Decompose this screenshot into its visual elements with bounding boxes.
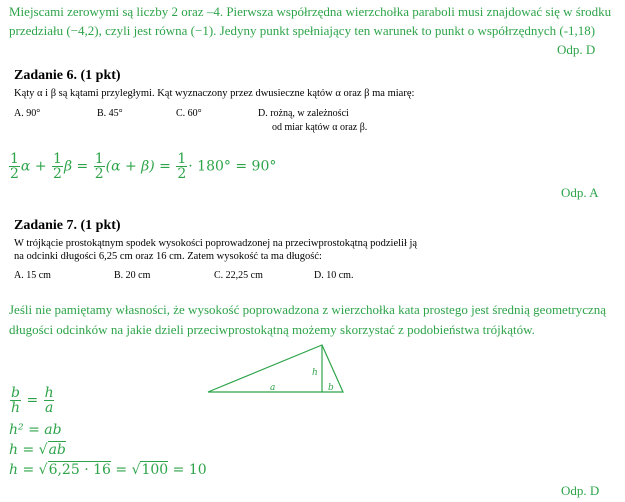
task6-option-b: B. 45°: [97, 108, 123, 119]
task7-option-a: A. 15 cm: [14, 270, 51, 281]
triangle-diagram: [200, 340, 350, 400]
task7-eq3: h = √ab: [9, 442, 66, 458]
task6-option-c: C. 60°: [176, 108, 202, 119]
task7-question-line2: na odcinki długości 6,25 cm oraz 16 cm. Zatem wysokość ta ma długość:: [14, 251, 322, 262]
task7-option-c: C. 22,25 cm: [214, 270, 263, 281]
intro-answer: Odp. D: [557, 42, 596, 57]
task7-question-line1: W trójkącie prostokątnym spodek wysokości poprowadzonej na przeciwprostokątną podzielił ją: [14, 238, 418, 249]
task7-option-b: B. 20 cm: [114, 270, 151, 281]
triangle-label-a: a: [270, 383, 276, 393]
task7-option-d: D. 10 cm.: [314, 270, 354, 281]
triangle-outline: [208, 345, 343, 392]
task7-eq1: $\frac{b}{h}$ = $\frac{h}{a}$: [11, 385, 54, 416]
task6-option-d-line1: D. rożną, w zależności: [258, 108, 349, 119]
task6-equation: $\frac{1}{2}$ α + $\frac{1}{2}$ β = $\frac{1}{2}$ (α + β) = $\frac{1}{2}$ · 180° = 90°: [10, 151, 277, 182]
task6-option-a: A. 90°: [14, 108, 41, 119]
task7-title: Zadanie 7. (1 pkt): [14, 218, 121, 233]
triangle-label-b: b: [328, 383, 334, 393]
task7-explanation-line1: Jeśli nie pamiętamy własności, że wysokość poprowadzona z wierzchołka kata prostego jest średnią geometryczną: [9, 302, 607, 317]
task6-option-d-line2: od miar kątów α oraz β.: [272, 122, 368, 133]
intro-line-1: Miejscami zerowymi są liczby 2 oraz –4. Pierwsza współrzędna wierzchołka paraboli musi znajdować się w środku: [9, 4, 612, 19]
task7-explanation-line2: długości odcinków na jakie dzieli przeciwprostokątną możemy skorzystać z podobieństwa trójkątów.: [9, 322, 535, 337]
triangle-label-h: h: [312, 368, 318, 378]
task7-answer: Odp. D: [561, 483, 600, 498]
task7-eq2: h² = ab: [9, 422, 62, 438]
task7-eq4: h = √6,25 · 16 = √100 = 10: [9, 462, 207, 478]
intro-line-2: przedziału (−4,2), czyli jest równa (−1). Jedyny punkt spełniający ten warunek to punkt o współrzędnych (-1,18): [9, 23, 596, 38]
task6-answer: Odp. A: [561, 185, 599, 200]
task6-question: Kąty α i β są kątami przyległymi. Kąt wyznaczony przez dwusieczne kątów α oraz β ma miarę:: [14, 88, 415, 99]
task6-title: Zadanie 6. (1 pkt): [14, 68, 121, 83]
